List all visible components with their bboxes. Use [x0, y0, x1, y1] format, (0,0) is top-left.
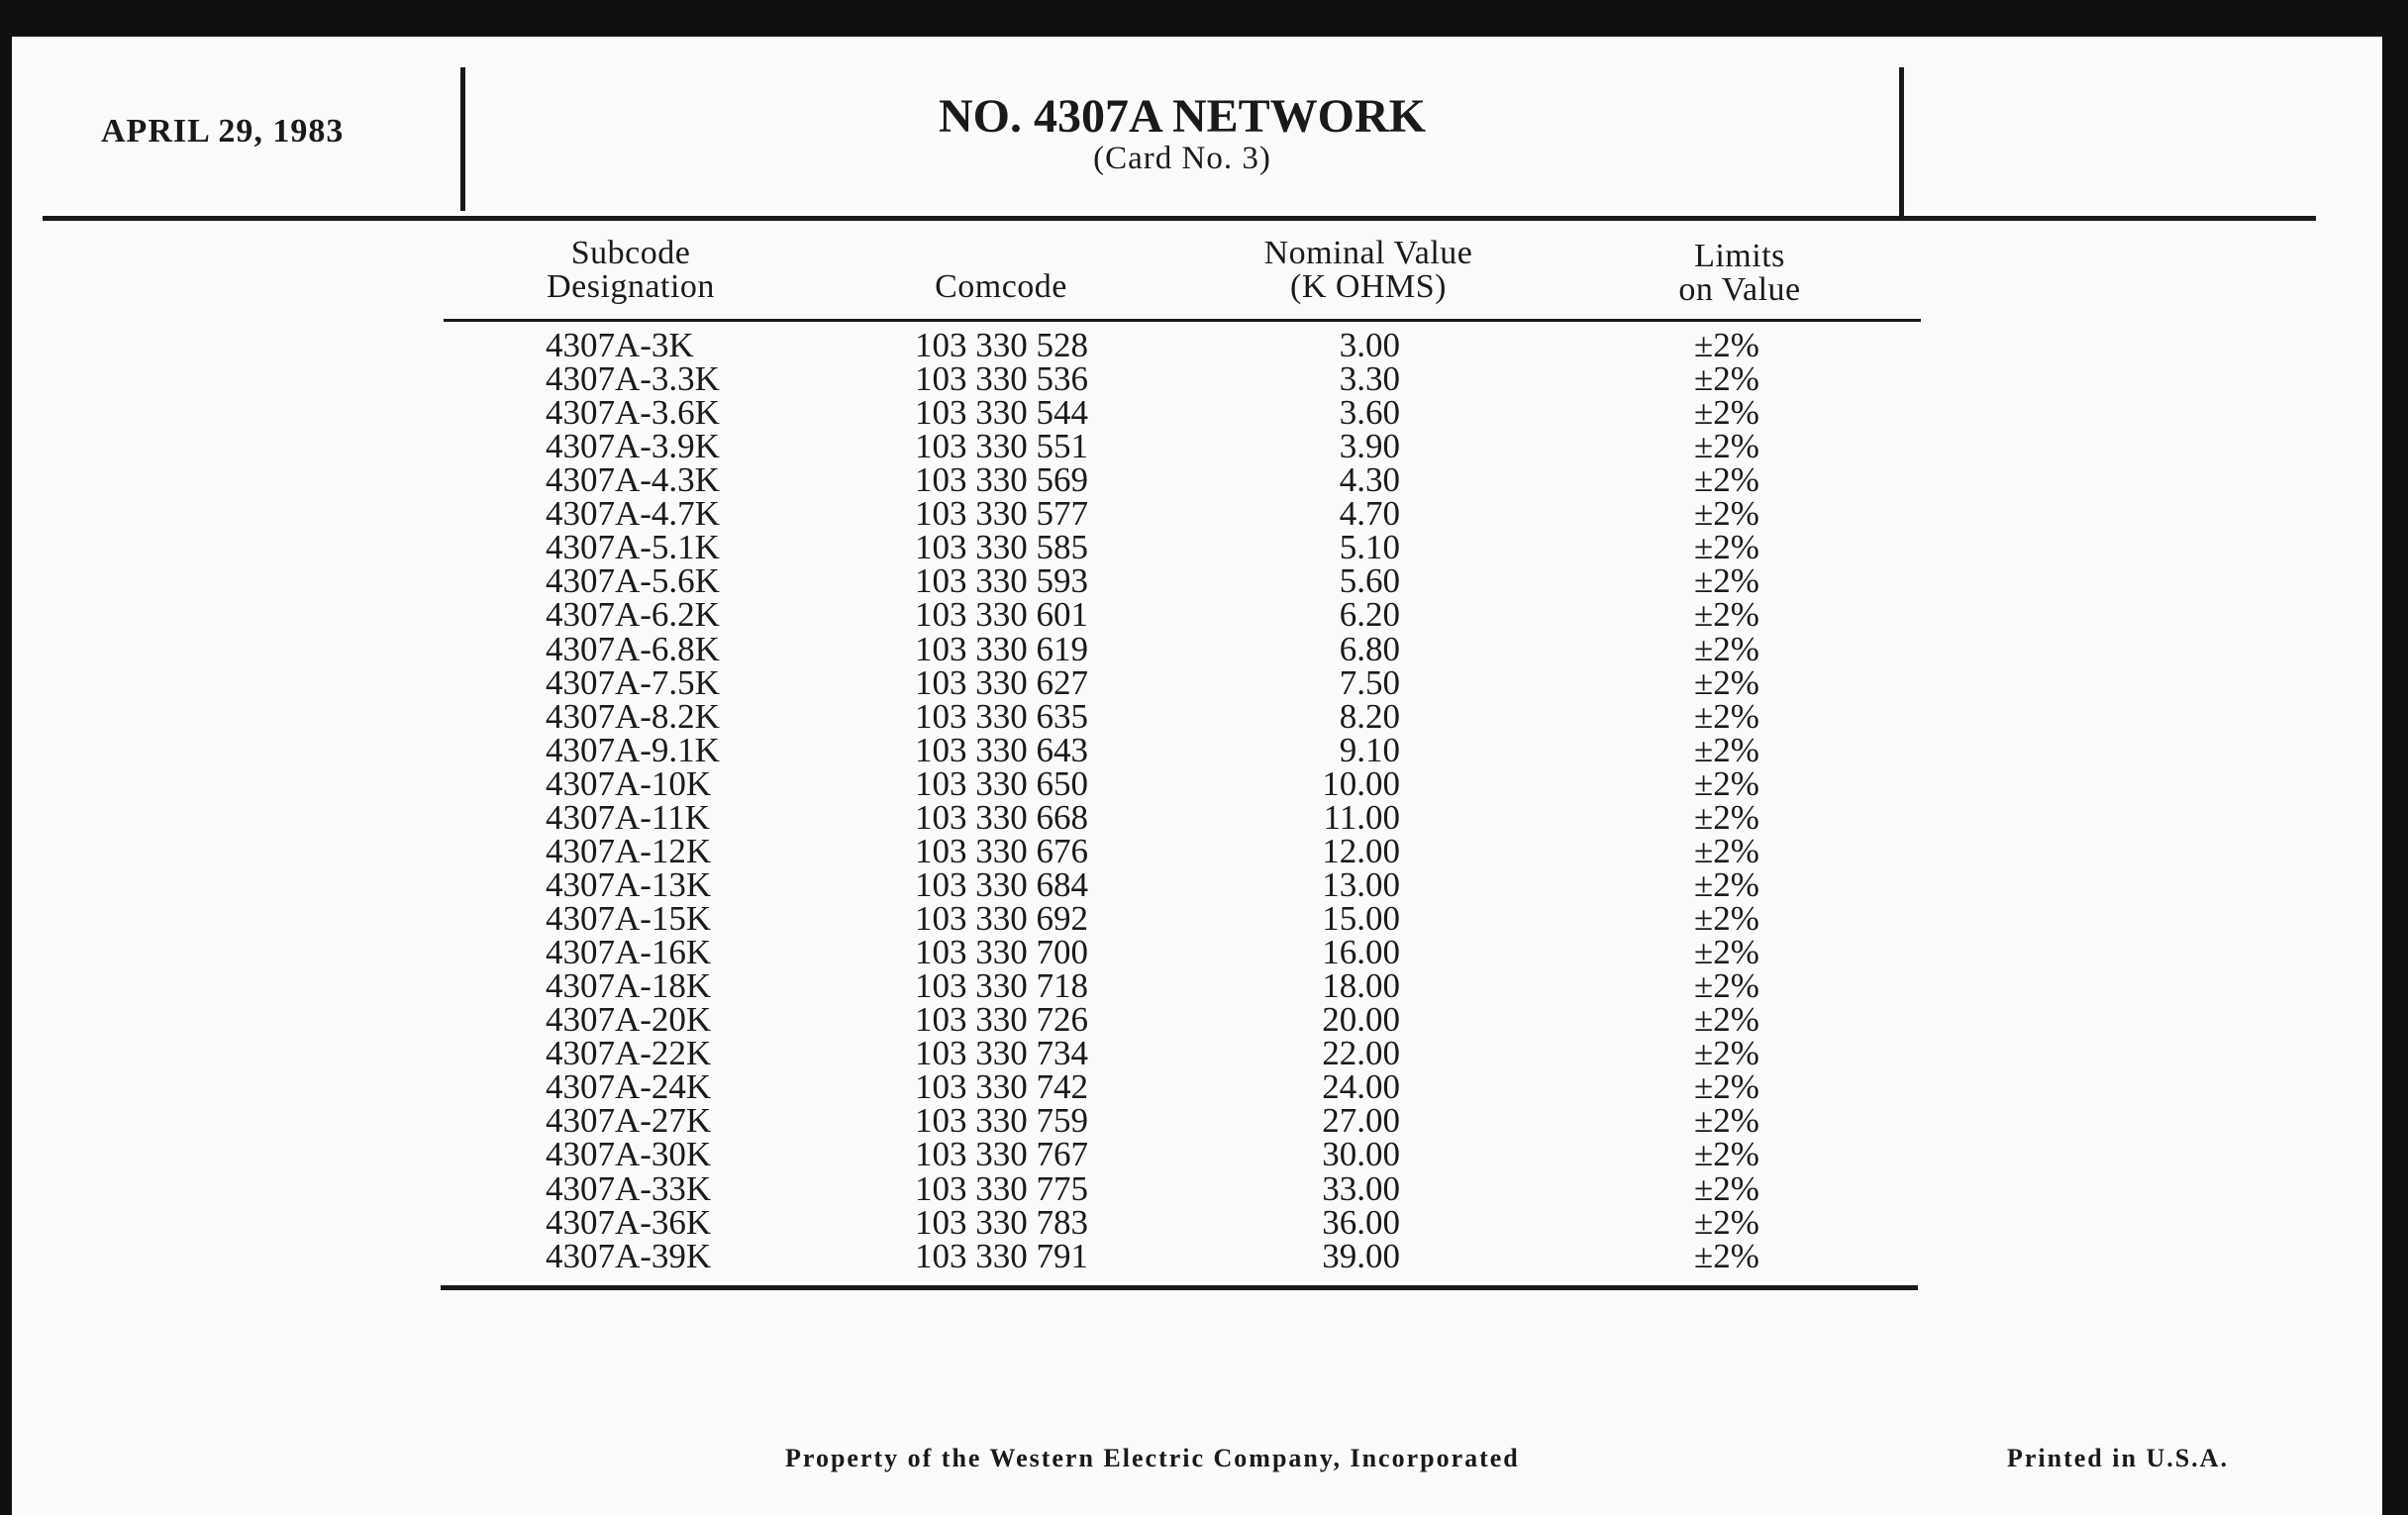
- table-row: [0, 1135, 2408, 1174]
- table-row: [0, 460, 2408, 500]
- subcode-cell: 4307A-4.3K: [546, 460, 720, 500]
- subcode-cell: 4307A-30K: [546, 1135, 712, 1174]
- limits-cell: ±2%: [1694, 1168, 1759, 1208]
- nominal-value-cell: 15.00: [1322, 899, 1400, 939]
- nominal-value-cell: 4.30: [1339, 460, 1400, 500]
- table-row: [0, 528, 2408, 567]
- comcode-cell: 103 330 544: [915, 393, 1088, 433]
- header-rule: [43, 216, 2316, 221]
- comcode-cell: 103 330 643: [915, 730, 1088, 769]
- column-header-nominal-value: [1220, 237, 1517, 304]
- printed-notice: Printed in U.S.A.: [2007, 1444, 2229, 1472]
- table-bottom-rule: [441, 1285, 1918, 1290]
- limits-cell: ±2%: [1694, 966, 1759, 1006]
- limits-cell: ±2%: [1694, 326, 1759, 364]
- subcode-cell: 4307A-3.6K: [546, 393, 720, 433]
- table-row: [0, 629, 2408, 668]
- subcode-cell: 4307A-13K: [546, 864, 712, 904]
- limits-cell: ±2%: [1694, 831, 1759, 870]
- table-row: [0, 427, 2408, 466]
- column-header-comcode: [882, 237, 1120, 304]
- column-header-limits: [1611, 240, 1868, 307]
- subcode-cell: 4307A-10K: [546, 763, 712, 803]
- comcode-cell: 103 330 528: [915, 326, 1088, 364]
- nominal-value-cell: 30.00: [1322, 1135, 1400, 1174]
- table-row: [0, 763, 2408, 803]
- nominal-value-cell: 13.00: [1322, 864, 1400, 904]
- limits-cell: ±2%: [1694, 494, 1759, 534]
- limits-cell: ±2%: [1694, 1101, 1759, 1141]
- limits-cell: ±2%: [1694, 359, 1759, 399]
- page-subtitle: (Card No. 3): [1093, 141, 1271, 176]
- nominal-value-cell: 6.20: [1339, 595, 1400, 635]
- nominal-value-cell: 3.30: [1339, 359, 1400, 399]
- comcode-cell: 103 330 684: [915, 864, 1088, 904]
- nominal-value-cell: 33.00: [1322, 1168, 1400, 1208]
- limits-cell: ±2%: [1694, 864, 1759, 904]
- table-row: [0, 494, 2408, 534]
- subcode-cell: 4307A-7.5K: [546, 662, 720, 702]
- comcode-cell: 103 330 551: [915, 427, 1088, 466]
- nominal-value-cell: 9.10: [1339, 730, 1400, 769]
- nominal-value-cell: 4.70: [1339, 494, 1400, 534]
- column-header-line: [882, 237, 1120, 270]
- comcode-cell: 103 330 718: [915, 966, 1088, 1006]
- table-row: [0, 831, 2408, 870]
- limits-cell: ±2%: [1694, 763, 1759, 803]
- comcode-cell: 103 330 783: [915, 1202, 1088, 1242]
- nominal-value-cell: 36.00: [1322, 1202, 1400, 1242]
- nominal-value-cell: 5.10: [1339, 528, 1400, 567]
- nominal-value-cell: 12.00: [1322, 831, 1400, 870]
- nominal-value-cell: 39.00: [1322, 1236, 1400, 1275]
- nominal-value-cell: 8.20: [1339, 696, 1400, 736]
- table-row: [0, 864, 2408, 904]
- nominal-value-cell: 27.00: [1322, 1101, 1400, 1141]
- column-header-line: Limits: [1694, 238, 1785, 274]
- column-header-line: Designation: [547, 268, 715, 305]
- limits-cell: ±2%: [1694, 460, 1759, 500]
- subcode-cell: 4307A-39K: [546, 1236, 712, 1275]
- subcode-cell: 4307A-5.6K: [546, 561, 720, 601]
- nominal-value-cell: 3.60: [1339, 393, 1400, 433]
- table-row: [0, 1168, 2408, 1208]
- table-row: [0, 966, 2408, 1006]
- subcode-cell: 4307A-9.1K: [546, 730, 720, 769]
- nominal-value-cell: 22.00: [1322, 1034, 1400, 1073]
- table-header-rule: [444, 319, 1921, 322]
- nominal-value-cell: 6.80: [1339, 629, 1400, 668]
- subcode-cell: 4307A-8.2K: [546, 696, 720, 736]
- nominal-value-cell: 3.90: [1339, 427, 1400, 466]
- subcode-cell: 4307A-15K: [546, 899, 712, 939]
- table-row: [0, 662, 2408, 702]
- nominal-value-cell: 7.50: [1339, 662, 1400, 702]
- limits-cell: ±2%: [1694, 933, 1759, 972]
- table-row: [0, 696, 2408, 736]
- subcode-cell: 4307A-6.2K: [546, 595, 720, 635]
- nominal-value-cell: 10.00: [1322, 763, 1400, 803]
- comcode-cell: 103 330 767: [915, 1135, 1088, 1174]
- limits-cell: ±2%: [1694, 1067, 1759, 1107]
- comcode-cell: 103 330 650: [915, 763, 1088, 803]
- comcode-cell: 103 330 569: [915, 460, 1088, 500]
- comcode-cell: 103 330 577: [915, 494, 1088, 534]
- subcode-cell: 4307A-36K: [546, 1202, 712, 1242]
- comcode-cell: 103 330 742: [915, 1067, 1088, 1107]
- limits-cell: ±2%: [1694, 899, 1759, 939]
- limits-cell: ±2%: [1694, 629, 1759, 668]
- property-notice: Property of the Western Electric Company, Incorporated: [785, 1444, 1520, 1472]
- column-header-line: Subcode: [570, 235, 691, 271]
- table-row: [0, 326, 2408, 364]
- subcode-cell: 4307A-5.1K: [546, 528, 720, 567]
- limits-cell: ±2%: [1694, 730, 1759, 769]
- nominal-value-cell: 11.00: [1323, 797, 1400, 837]
- table-row: [0, 393, 2408, 433]
- table-row: [0, 1101, 2408, 1141]
- subcode-cell: 4307A-3.9K: [546, 427, 720, 466]
- comcode-cell: 103 330 692: [915, 899, 1088, 939]
- limits-cell: ±2%: [1694, 561, 1759, 601]
- comcode-cell: 103 330 759: [915, 1101, 1088, 1141]
- comcode-cell: 103 330 635: [915, 696, 1088, 736]
- column-header-line: (K OHMS): [1290, 268, 1447, 305]
- comcode-cell: 103 330 627: [915, 662, 1088, 702]
- comcode-cell: 103 330 700: [915, 933, 1088, 972]
- comcode-cell: 103 330 791: [915, 1236, 1088, 1275]
- limits-cell: ±2%: [1694, 662, 1759, 702]
- column-header-line: Comcode: [935, 268, 1067, 305]
- comcode-cell: 103 330 601: [915, 595, 1088, 635]
- table-row: [0, 595, 2408, 635]
- comcode-cell: 103 330 593: [915, 561, 1088, 601]
- limits-cell: ±2%: [1694, 1000, 1759, 1040]
- limits-cell: ±2%: [1694, 427, 1759, 466]
- comcode-cell: 103 330 585: [915, 528, 1088, 567]
- table-row: [0, 1067, 2408, 1107]
- comcode-cell: 103 330 734: [915, 1034, 1088, 1073]
- subcode-cell: 4307A-24K: [546, 1067, 712, 1107]
- comcode-cell: 103 330 668: [915, 797, 1088, 837]
- limits-cell: ±2%: [1694, 595, 1759, 635]
- subcode-cell: 4307A-33K: [546, 1168, 712, 1208]
- limits-cell: ±2%: [1694, 797, 1759, 837]
- limits-cell: ±2%: [1694, 1135, 1759, 1174]
- limits-cell: ±2%: [1694, 528, 1759, 567]
- limits-cell: ±2%: [1694, 1034, 1759, 1073]
- limits-cell: ±2%: [1694, 1236, 1759, 1275]
- nominal-value-cell: 18.00: [1322, 966, 1400, 1006]
- comcode-cell: 103 330 676: [915, 831, 1088, 870]
- page-title: NO. 4307A NETWORK: [938, 90, 1427, 143]
- nominal-value-cell: 3.00: [1339, 326, 1400, 364]
- table-row: [0, 561, 2408, 601]
- nominal-value-cell: 20.00: [1322, 1000, 1400, 1040]
- subcode-cell: 4307A-3K: [546, 326, 694, 364]
- subcode-cell: 4307A-16K: [546, 933, 712, 972]
- table-row: [0, 1000, 2408, 1040]
- comcode-cell: 103 330 775: [915, 1168, 1088, 1208]
- subcode-cell: 4307A-3.3K: [546, 359, 720, 399]
- table-row: [0, 359, 2408, 399]
- table-row: [0, 730, 2408, 769]
- nominal-value-cell: 24.00: [1322, 1067, 1400, 1107]
- table-row: [0, 1034, 2408, 1073]
- subcode-cell: 4307A-4.7K: [546, 494, 720, 534]
- subcode-cell: 4307A-27K: [546, 1101, 712, 1141]
- subcode-cell: 4307A-18K: [546, 966, 712, 1006]
- comcode-cell: 103 330 536: [915, 359, 1088, 399]
- column-header-line: Nominal Value: [1263, 235, 1473, 271]
- nominal-value-cell: 16.00: [1322, 933, 1400, 972]
- table-row: [0, 899, 2408, 939]
- document-date: APRIL 29, 1983: [101, 113, 345, 150]
- table-row: [0, 797, 2408, 837]
- subcode-cell: 4307A-6.8K: [546, 629, 720, 668]
- table-row: [0, 1202, 2408, 1242]
- comcode-cell: 103 330 726: [915, 1000, 1088, 1040]
- limits-cell: ±2%: [1694, 696, 1759, 736]
- subcode-cell: 4307A-12K: [546, 831, 712, 870]
- table-row: [0, 933, 2408, 972]
- column-header-line: on Value: [1678, 271, 1801, 308]
- subcode-cell: 4307A-22K: [546, 1034, 712, 1073]
- limits-cell: ±2%: [1694, 393, 1759, 433]
- comcode-cell: 103 330 619: [915, 629, 1088, 668]
- limits-cell: ±2%: [1694, 1202, 1759, 1242]
- subcode-cell: 4307A-20K: [546, 1000, 712, 1040]
- column-header-subcode: [512, 237, 750, 304]
- nominal-value-cell: 5.60: [1339, 561, 1400, 601]
- table-row: [0, 1236, 2408, 1275]
- subcode-cell: 4307A-11K: [546, 797, 710, 837]
